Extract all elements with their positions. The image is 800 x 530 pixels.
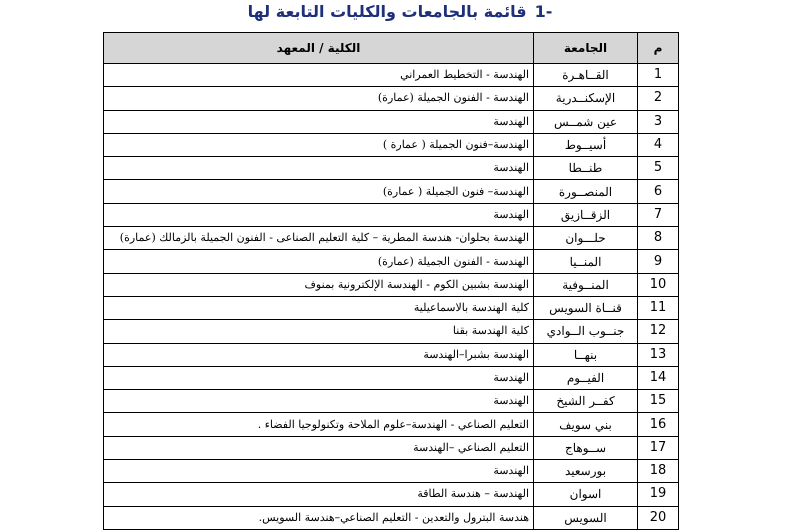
faculty-list: الهندسة – هندسة الطاقة xyxy=(104,483,534,506)
university-name: ســوهاج xyxy=(534,436,638,459)
faculty-list: الهندسة xyxy=(104,390,534,413)
row-index: 11 xyxy=(638,296,679,319)
row-index: 10 xyxy=(638,273,679,296)
row-index: 5 xyxy=(638,157,679,180)
faculty-list: كلية الهندسة بالاسماعيلية xyxy=(104,296,534,319)
university-name: القــاهـرة xyxy=(534,64,638,87)
university-name: قنــاة السويس xyxy=(534,296,638,319)
faculty-list: الهندسة - الفنون الجميلة (عمارة) xyxy=(104,250,534,273)
row-index: 12 xyxy=(638,320,679,343)
university-name: المنــيا xyxy=(534,250,638,273)
row-index: 19 xyxy=(638,483,679,506)
faculty-list: الهندسة xyxy=(104,460,534,483)
university-name: اسوان xyxy=(534,483,638,506)
university-name: المنــوفية xyxy=(534,273,638,296)
table-row xyxy=(104,320,679,343)
row-index: 6 xyxy=(638,180,679,203)
table-row xyxy=(104,460,679,483)
title-number: -1 xyxy=(534,2,553,21)
faculty-list: الهندسة xyxy=(104,203,534,226)
table-row xyxy=(104,203,679,226)
table-header-row xyxy=(104,33,679,64)
faculty-list: الهندسة بحلوان- هندسة المطرية – كلية التعليم الصناعى - الفنون الجميلة بالزمالك (عمارة) xyxy=(104,227,534,250)
university-name: طنــطا xyxy=(534,157,638,180)
row-index: 17 xyxy=(638,436,679,459)
row-index: 8 xyxy=(638,227,679,250)
table-row xyxy=(104,110,679,133)
table-row xyxy=(104,133,679,156)
row-index: 3 xyxy=(638,110,679,133)
faculty-list: الهندسة - التخطيط العمراني xyxy=(104,64,534,87)
row-index: 15 xyxy=(638,390,679,413)
row-index: 7 xyxy=(638,203,679,226)
table-row xyxy=(104,64,679,87)
row-index: 16 xyxy=(638,413,679,436)
faculty-list: الهندسة– فنون الجميلة ( عمارة) xyxy=(104,180,534,203)
row-index: 9 xyxy=(638,250,679,273)
header-university: الجامعة xyxy=(534,33,638,64)
list-title xyxy=(0,2,800,26)
table-row xyxy=(104,87,679,110)
faculty-list: هندسة البترول والتعدين - التعليم الصناعي–هندسة السويس. xyxy=(104,506,534,529)
table-row xyxy=(104,273,679,296)
table-row xyxy=(104,436,679,459)
university-name: كفــر الشيخ xyxy=(534,390,638,413)
university-name: عين شمــس xyxy=(534,110,638,133)
faculty-list: الهندسة xyxy=(104,366,534,389)
row-index: 13 xyxy=(638,343,679,366)
table-row xyxy=(104,227,679,250)
university-name: أسيــوط xyxy=(534,133,638,156)
table-row xyxy=(104,157,679,180)
row-index: 20 xyxy=(638,506,679,529)
faculty-list: التعليم الصناعي - الهندسة–علوم الملاحة وتكنولوجيا الفضاء . xyxy=(104,413,534,436)
table-row xyxy=(104,250,679,273)
table-row xyxy=(104,483,679,506)
table-row xyxy=(104,390,679,413)
header-faculty: الكلية / المعهد xyxy=(104,33,534,64)
university-name: الإسكنــدرية xyxy=(534,87,638,110)
faculty-list: الهندسة - الفنون الجميلة (عمارة) xyxy=(104,87,534,110)
table-row xyxy=(104,296,679,319)
row-index: 1 xyxy=(638,64,679,87)
row-index: 18 xyxy=(638,460,679,483)
title-text: قائمة بالجامعات والكليات التابعة لها xyxy=(247,2,527,21)
table-row xyxy=(104,366,679,389)
table-row xyxy=(104,180,679,203)
row-index: 2 xyxy=(638,87,679,110)
faculty-list: الهندسة بشبرا–الهندسة xyxy=(104,343,534,366)
university-name: الفيــوم xyxy=(534,366,638,389)
row-index: 4 xyxy=(638,133,679,156)
university-name: السويس xyxy=(534,506,638,529)
faculty-list: الهندسة xyxy=(104,110,534,133)
university-name: جنــوب الــوادي xyxy=(534,320,638,343)
faculty-list: الهندسة–فنون الجميلة ( عمارة ) xyxy=(104,133,534,156)
table-row xyxy=(104,343,679,366)
universities-table xyxy=(103,32,679,530)
row-index: 14 xyxy=(638,366,679,389)
university-name: بني سويف xyxy=(534,413,638,436)
header-index: م xyxy=(638,33,679,64)
faculty-list: الهندسة xyxy=(104,157,534,180)
university-name: بورسعيد xyxy=(534,460,638,483)
university-name: حلـــوان xyxy=(534,227,638,250)
university-name: بنهــا xyxy=(534,343,638,366)
university-name: المنصــورة xyxy=(534,180,638,203)
faculty-list: الهندسة بشبين الكوم - الهندسة الإلكترونية بمنوف xyxy=(104,273,534,296)
table-row xyxy=(104,413,679,436)
table-row xyxy=(104,506,679,529)
faculty-list: كلية الهندسة بقنا xyxy=(104,320,534,343)
faculty-list: التعليم الصناعي –الهندسة xyxy=(104,436,534,459)
university-name: الزقــازيق xyxy=(534,203,638,226)
